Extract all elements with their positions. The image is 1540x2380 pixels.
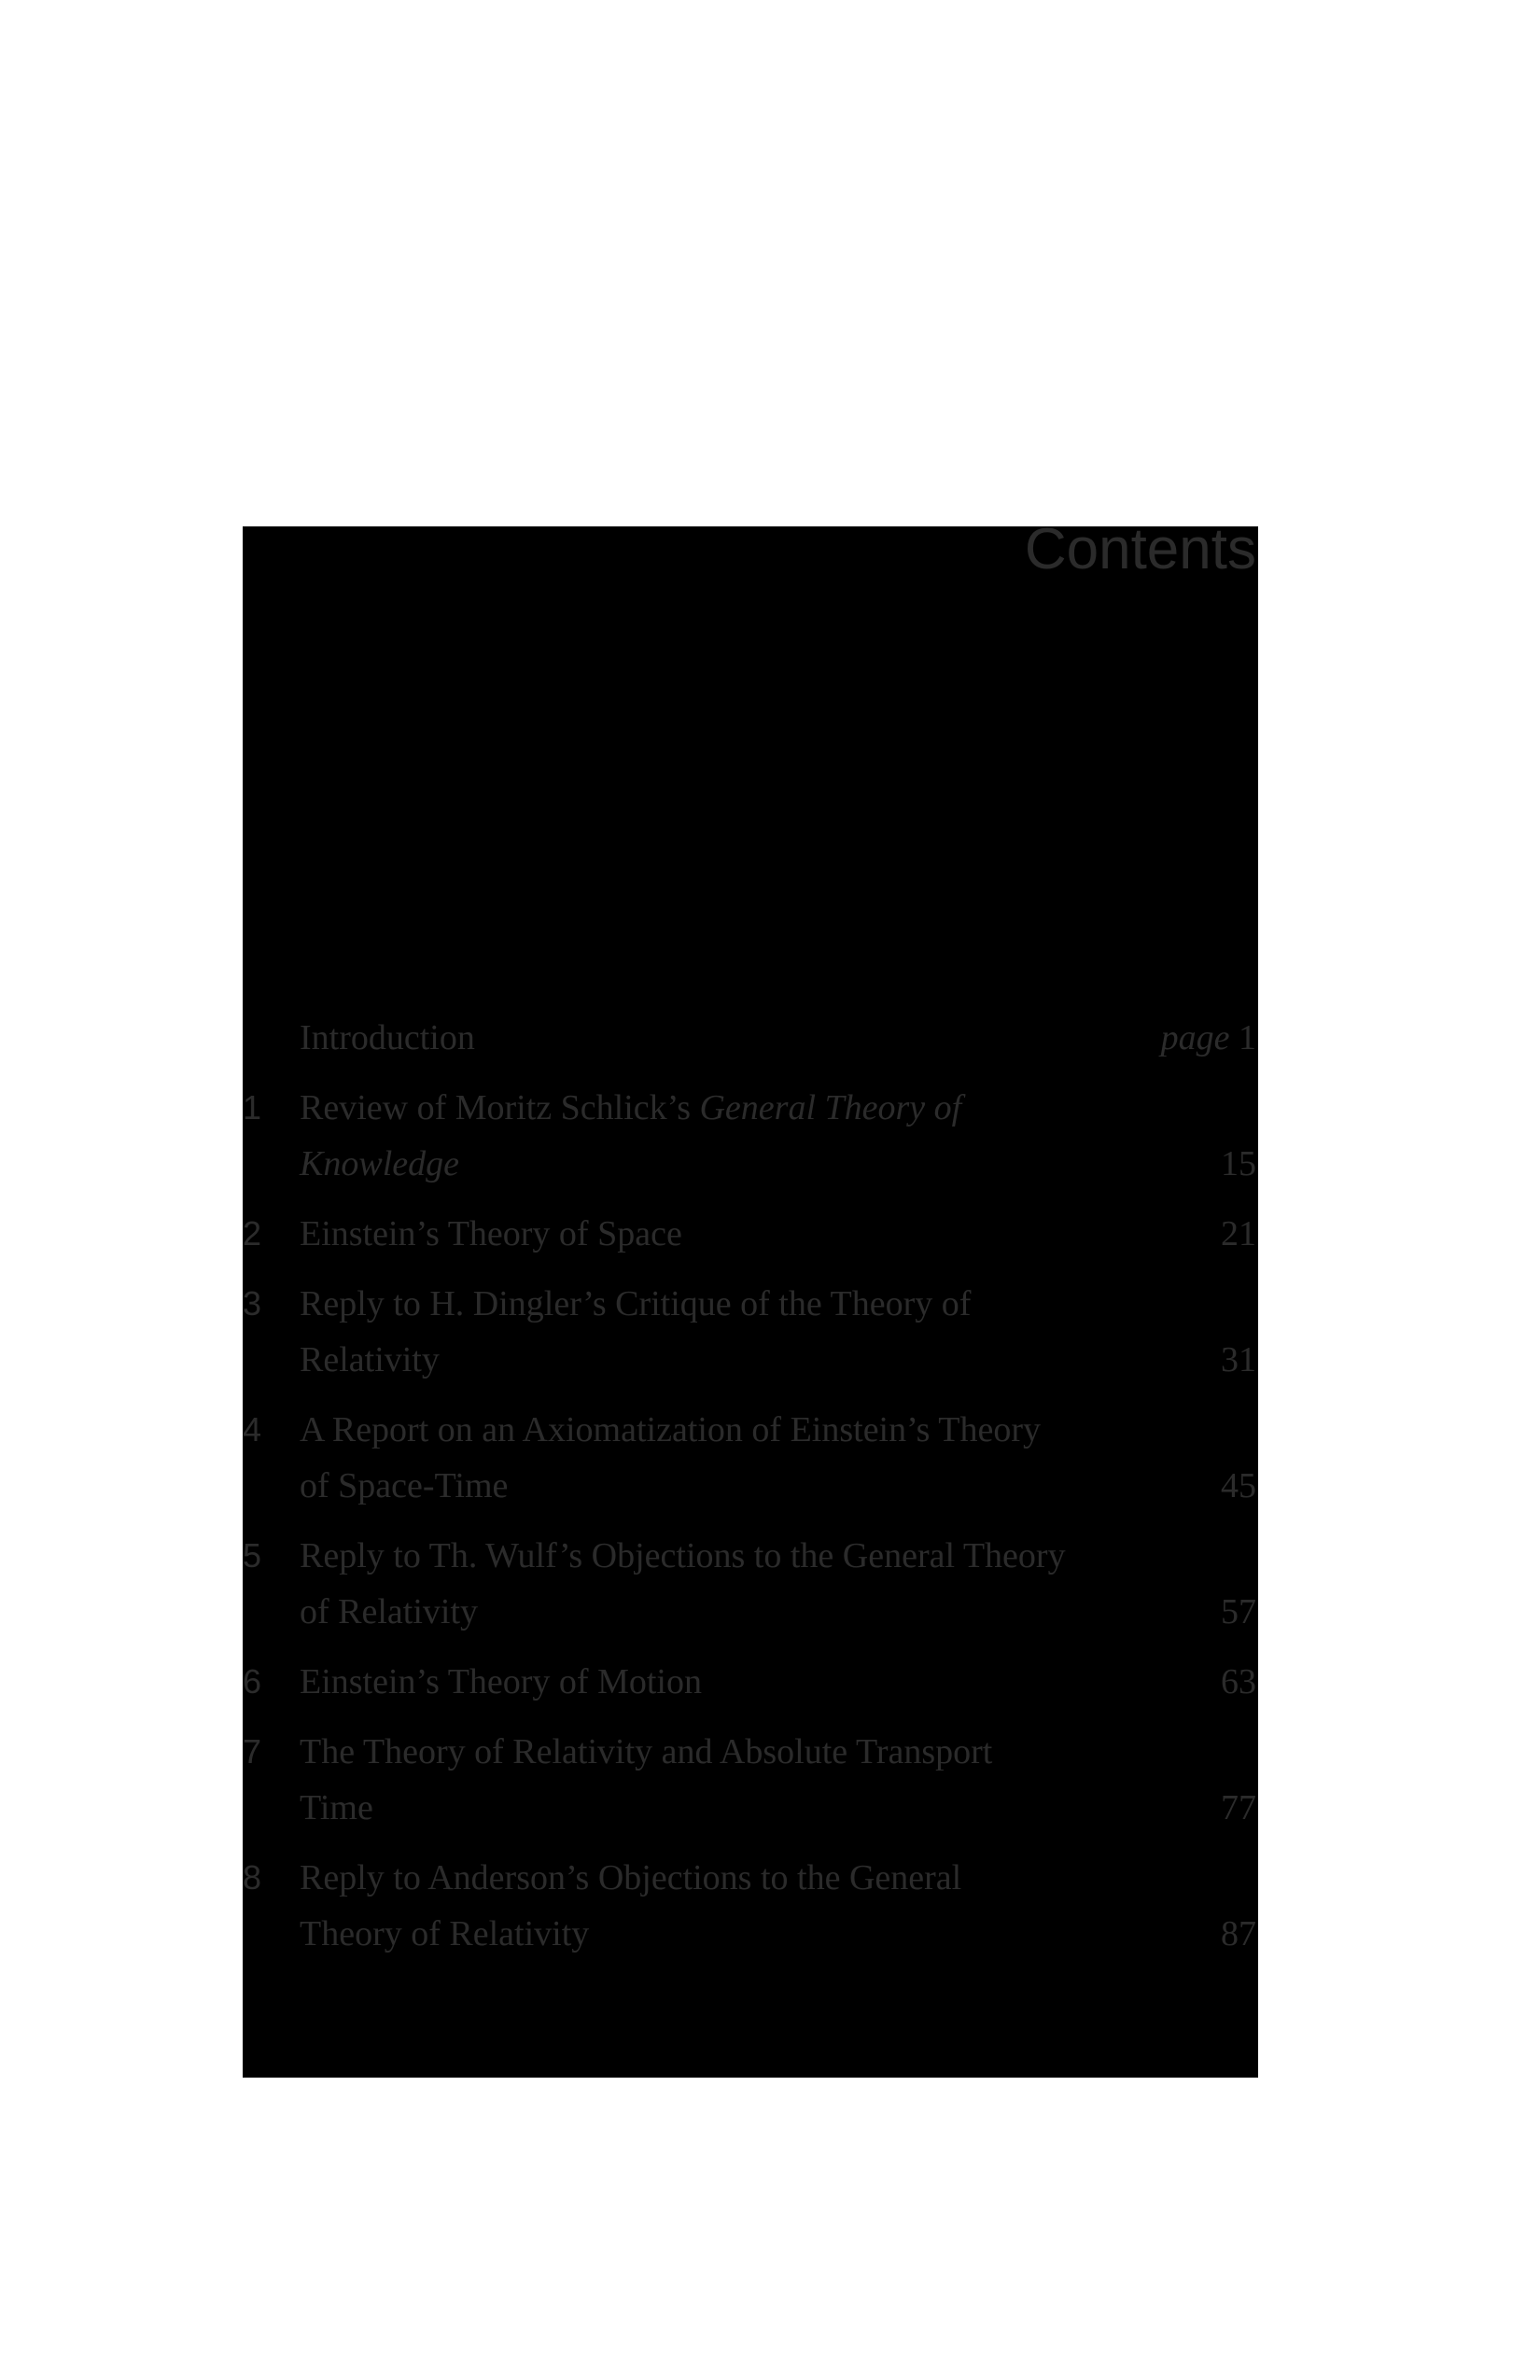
toc-entry-page: 57 — [1221, 1592, 1256, 1631]
toc-entry-title: Reply to Th. Wulf’s Objections to the General Theory of Relativity — [300, 1536, 1066, 1631]
toc-entry-5[interactable] — [243, 1528, 1258, 1640]
toc-entry-1[interactable] — [243, 1080, 1258, 1192]
toc-entry-page: 21 — [1221, 1214, 1256, 1253]
toc-entry-page: 31 — [1221, 1340, 1256, 1379]
page-prefix: page — [1160, 1018, 1230, 1057]
toc-entry-number: 3 — [243, 1284, 262, 1323]
toc-entry-page: 15 — [1221, 1144, 1256, 1183]
toc-entry-title: A Report on an Axiomatization of Einstein’s Theory of Space-Time — [300, 1410, 1042, 1505]
toc-entry-number: 2 — [243, 1214, 262, 1253]
toc-entry-title: Reply to Anderson’s Objections to the General Theory of Relativity — [300, 1858, 962, 1953]
page-title: Contents — [1024, 517, 1256, 581]
toc-entry-6[interactable] — [243, 1654, 1258, 1710]
toc-entry-8[interactable] — [243, 1850, 1258, 1962]
toc-entry-title: Reply to H. Dingler’s Critique of the Theory of Relativity — [300, 1284, 972, 1379]
toc-entry-page: 45 — [1221, 1466, 1256, 1505]
toc-entry-number: 7 — [243, 1732, 262, 1771]
toc-entry-number: 4 — [243, 1410, 262, 1449]
contents-page — [243, 517, 1258, 2078]
toc-entry-2[interactable] — [243, 1206, 1258, 1262]
toc-entry-4[interactable] — [243, 1402, 1258, 1514]
toc-entry-number: 8 — [243, 1858, 262, 1897]
toc-entry-title: Introduction — [300, 1018, 475, 1057]
toc-entry-introduction[interactable] — [243, 1010, 1258, 1066]
toc-entry-page: 77 — [1221, 1788, 1256, 1827]
toc-entry-title: Einstein’s Theory of Space — [300, 1214, 682, 1253]
toc-entry-number: 1 — [243, 1088, 262, 1127]
toc-entry-number: 6 — [243, 1662, 262, 1701]
toc-list — [243, 1010, 1258, 1976]
toc-entry-number: 5 — [243, 1536, 262, 1575]
toc-entry-title: Review of Moritz Schlick’s General Theory of Knowledge — [300, 1088, 962, 1183]
toc-entry-page: page 1 — [1160, 1018, 1256, 1057]
toc-entry-title: The Theory of Relativity and Absolute Transport Time — [300, 1732, 993, 1827]
toc-entry-page: 87 — [1221, 1914, 1256, 1953]
toc-entry-3[interactable] — [243, 1276, 1258, 1388]
toc-entry-7[interactable] — [243, 1724, 1258, 1836]
toc-entry-title: Einstein’s Theory of Motion — [300, 1662, 702, 1701]
toc-entry-page: 63 — [1221, 1662, 1256, 1701]
